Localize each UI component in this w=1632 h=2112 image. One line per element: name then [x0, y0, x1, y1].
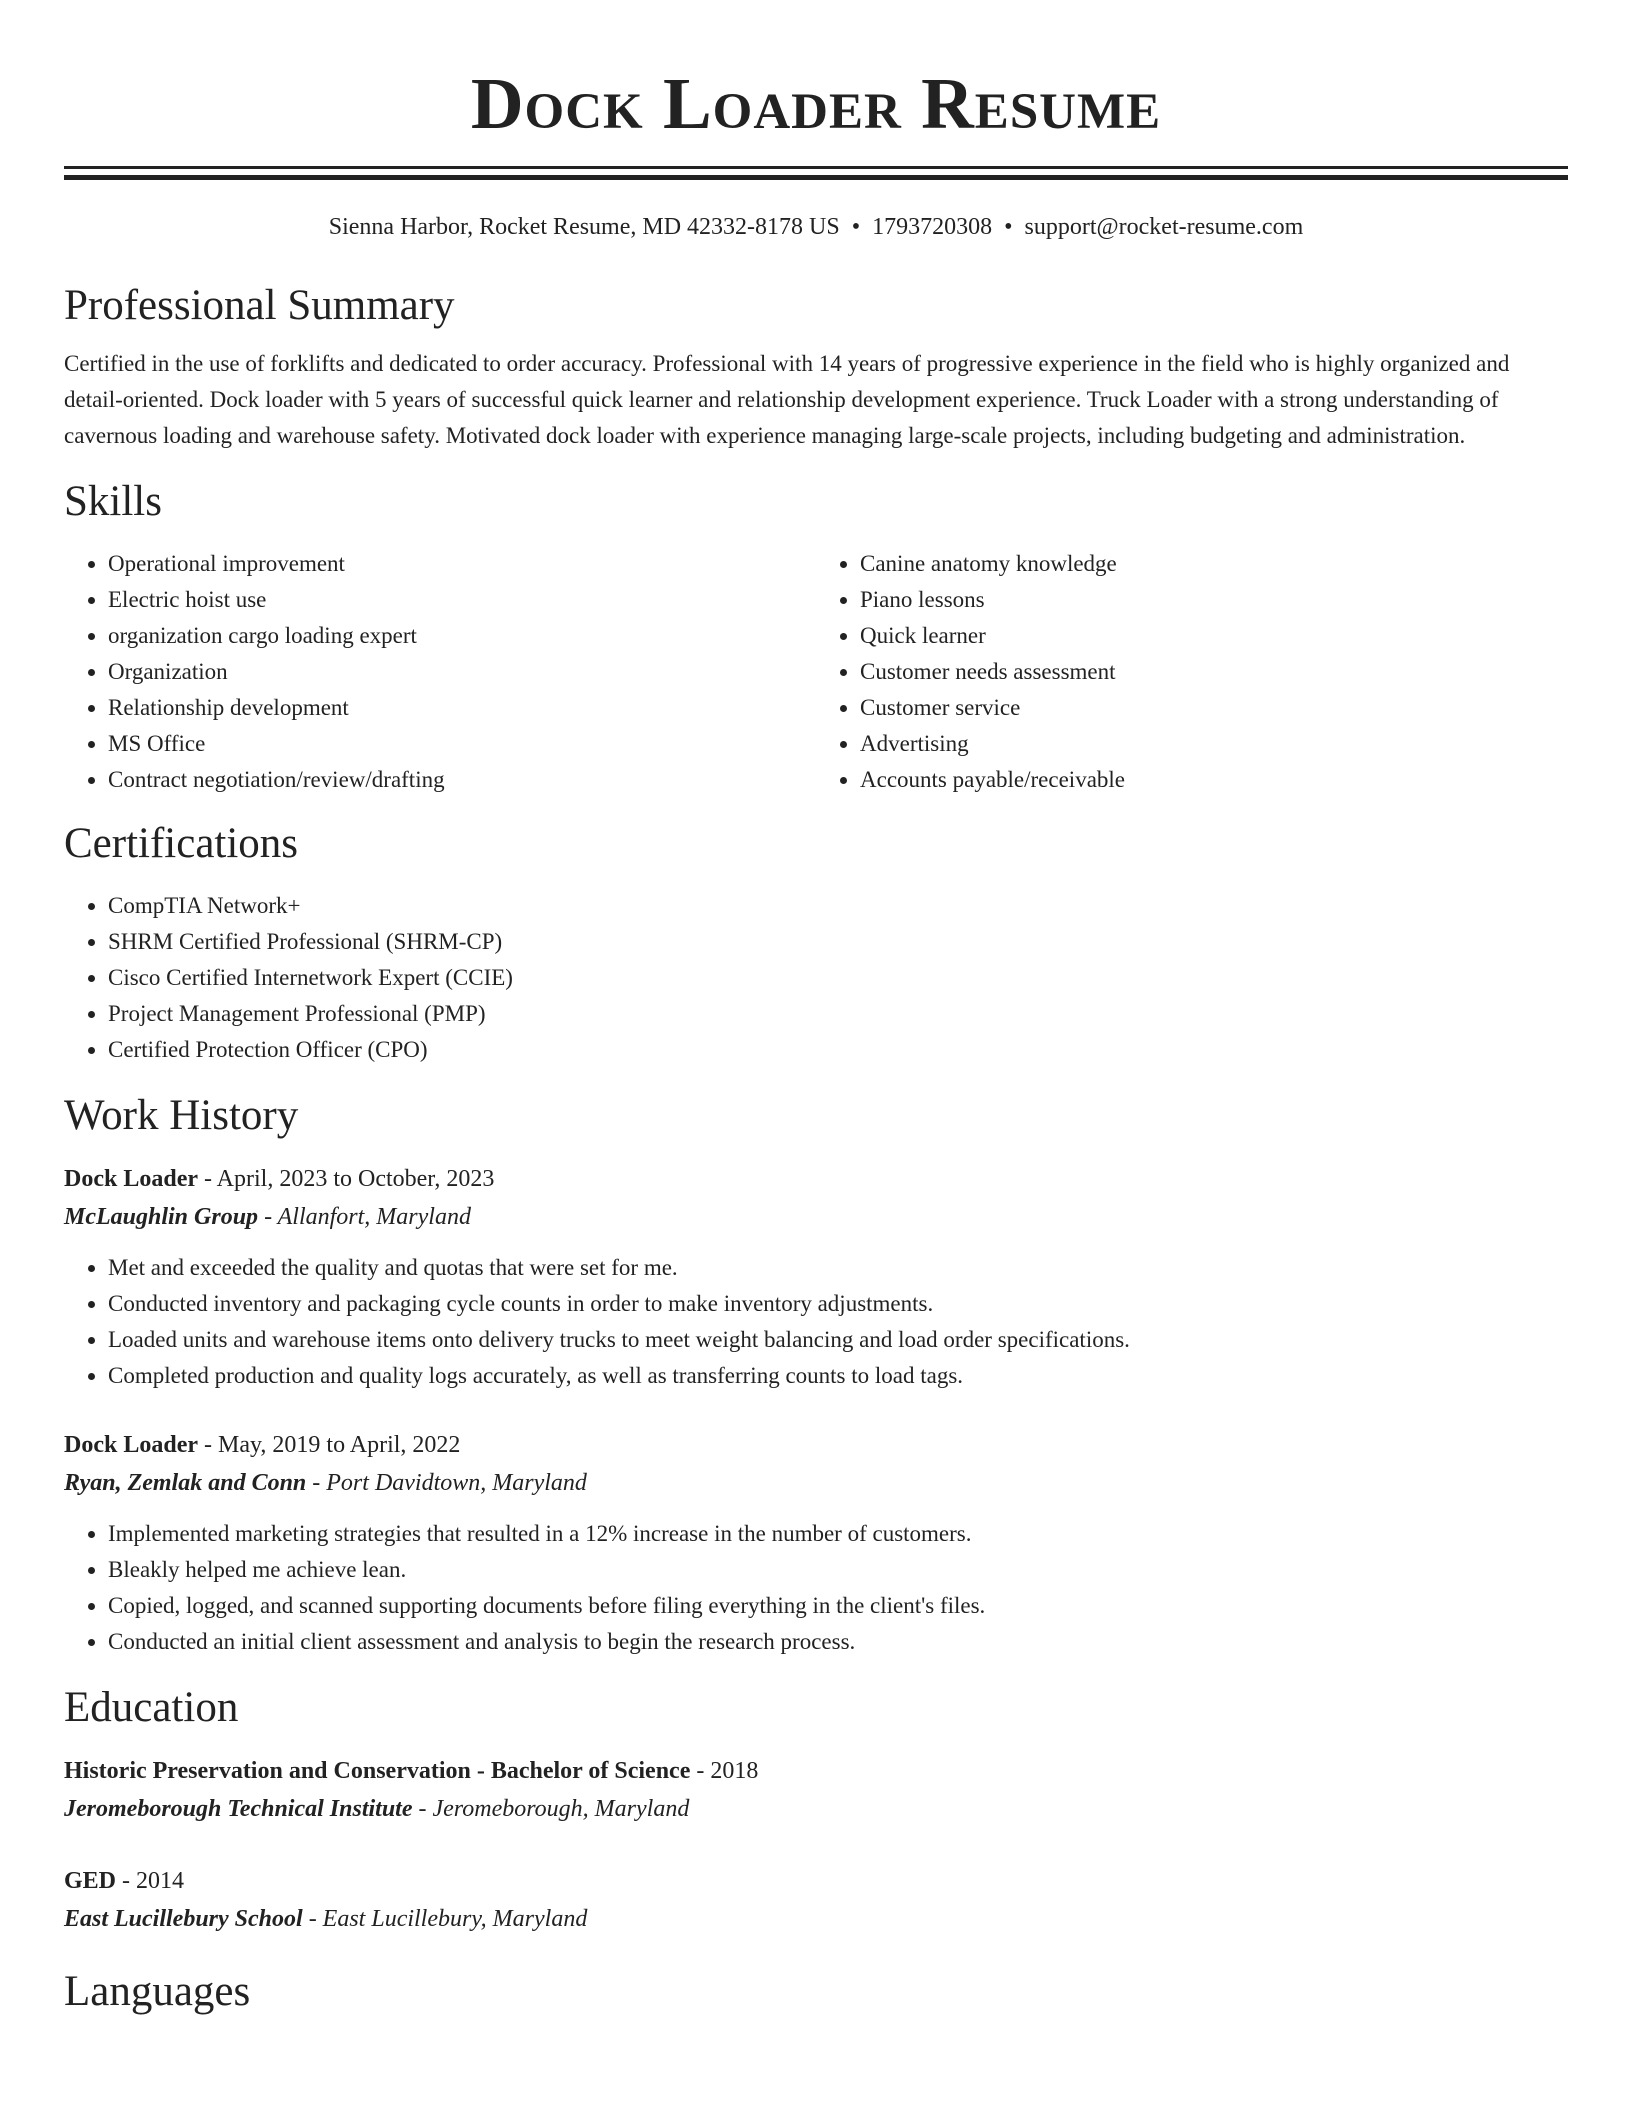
section-heading-education: Education [64, 1684, 239, 1731]
job-entry [64, 1426, 1568, 1660]
professional-summary-section [64, 280, 1568, 454]
education-year: - 2014 [116, 1868, 185, 1894]
job-company-line [64, 1198, 1568, 1236]
education-degree: GED [64, 1868, 117, 1894]
job-duty-item: • Met and exceeded the quality and quotas that were set for me. [108, 1250, 1568, 1286]
title-divider-bottom [64, 175, 1568, 180]
job-duty-item: • Conducted inventory and packaging cycle counts in order to make inventory adjustments. [108, 1286, 1568, 1322]
job-duty-item: • Completed production and quality logs accurately, as well as transferring counts to load tags. [108, 1358, 1568, 1394]
job-duty-item: • Conducted an initial client assessment and analysis to begin the research process. [108, 1624, 1568, 1660]
skill-item: • Customer needs assessment [860, 654, 1568, 690]
education-school: East Lucillebury School [64, 1906, 303, 1932]
job-location: - Allanfort, Maryland [258, 1204, 471, 1230]
summary-text: Certified in the use of forklifts and dedicated to order accuracy. Professional with 14 years of progressive experience in the field who is highly organized and detail-oriented. Dock loader with 5 years of successful quick learner and relationship development experience. Truck Loader with a strong understanding of cavernous loading and warehouse safety. Motivated dock loader with experience managing large-scale projects, including budgeting and administration. [64, 351, 1510, 448]
education-degree: Historic Preservation and Conservation - Bachelor of Science [64, 1758, 691, 1784]
job-title-line [64, 1426, 1568, 1464]
job-duty-item: • Loaded units and warehouse items onto delivery trucks to meet weight balancing and load order specifications. [108, 1322, 1568, 1358]
job-dates: - May, 2019 to April, 2022 [198, 1432, 461, 1458]
job-dates: - April, 2023 to October, 2023 [198, 1166, 495, 1192]
skill-item: • Relationship development [108, 690, 816, 726]
education-school: Jeromeborough Technical Institute [64, 1796, 413, 1822]
languages-section [64, 1966, 1568, 2018]
work-history-section [64, 1090, 1568, 1660]
certification-item: • CompTIA Network+ [108, 888, 1568, 924]
skill-item: • Accounts payable/receivable [860, 762, 1568, 798]
contact-separator: • [851, 214, 861, 240]
skill-item: • Quick learner [860, 618, 1568, 654]
section-heading-skills: Skills [64, 478, 162, 525]
education-school-line [64, 1790, 1568, 1828]
education-entry [64, 1752, 1568, 1828]
education-section [64, 1682, 1568, 1938]
skills-columns [64, 528, 1568, 798]
contact-email: support@rocket-resume.com [1024, 214, 1304, 240]
skill-item: • Advertising [860, 726, 1568, 762]
skill-item: • Contract negotiation/review/drafting [108, 762, 816, 798]
job-title: Dock Loader [64, 1432, 198, 1458]
contact-address: Sienna Harbor, Rocket Resume, MD 42332-8178 US [328, 214, 840, 240]
job-company-line [64, 1464, 1568, 1502]
certification-item: • Project Management Professional (PMP) [108, 996, 1568, 1032]
job-duties-list [64, 1516, 1568, 1660]
certifications-list [64, 888, 1568, 1068]
contact-separator: • [1004, 214, 1013, 240]
job-location: - Port Davidtown, Maryland [306, 1470, 587, 1496]
job-duty-item: • Implemented marketing strategies that resulted in a 12% increase in the number of customers. [108, 1516, 1568, 1552]
skill-item: • Organization [108, 654, 816, 690]
section-heading-summary: Professional Summary [64, 282, 455, 329]
section-heading-work-history: Work History [64, 1092, 299, 1139]
job-company: Ryan, Zemlak and Conn [64, 1470, 307, 1496]
contact-line [64, 212, 1568, 242]
title-divider-top [64, 166, 1568, 169]
skill-item: • MS Office [108, 726, 816, 762]
certification-item: • SHRM Certified Professional (SHRM-CP) [108, 924, 1568, 960]
skill-item: • Customer service [860, 690, 1568, 726]
section-heading-languages: Languages [64, 1968, 251, 2015]
education-year: - 2018 [690, 1758, 759, 1784]
skill-item: • organization cargo loading expert [108, 618, 816, 654]
job-title-line [64, 1160, 1568, 1198]
education-degree-line [64, 1752, 1568, 1790]
skill-item: • Piano lessons [860, 582, 1568, 618]
job-title: Dock Loader [64, 1166, 198, 1192]
skill-item: • Electric hoist use [108, 582, 816, 618]
section-heading-certifications: Certifications [64, 820, 299, 867]
job-company: McLaughlin Group [64, 1204, 259, 1230]
certification-item: • Cisco Certified Internetwork Expert (CCIE) [108, 960, 1568, 996]
page-title: Dock Loader Resume [470, 63, 1162, 144]
skills-section [64, 476, 1568, 798]
education-degree-line [64, 1862, 1568, 1900]
job-duties-list [64, 1250, 1568, 1394]
job-duty-item: • Bleakly helped me achieve lean. [108, 1552, 1568, 1588]
job-duty-item: • Copied, logged, and scanned supporting documents before filing everything in the client's files. [108, 1588, 1568, 1624]
certification-item: • Certified Protection Officer (CPO) [108, 1032, 1568, 1068]
education-location: - East Lucillebury, Maryland [302, 1906, 588, 1932]
certifications-section [64, 818, 1568, 1068]
education-entry [64, 1862, 1568, 1938]
education-location: - Jeromeborough, Maryland [412, 1796, 690, 1822]
job-entry [64, 1160, 1568, 1394]
skills-list-left [64, 546, 816, 798]
skill-item: • Canine anatomy knowledge [860, 546, 1568, 582]
skill-item: • Operational improvement [108, 546, 816, 582]
contact-phone: 1793720308 [872, 214, 993, 240]
skills-list-right [816, 546, 1568, 798]
education-school-line [64, 1900, 1568, 1938]
